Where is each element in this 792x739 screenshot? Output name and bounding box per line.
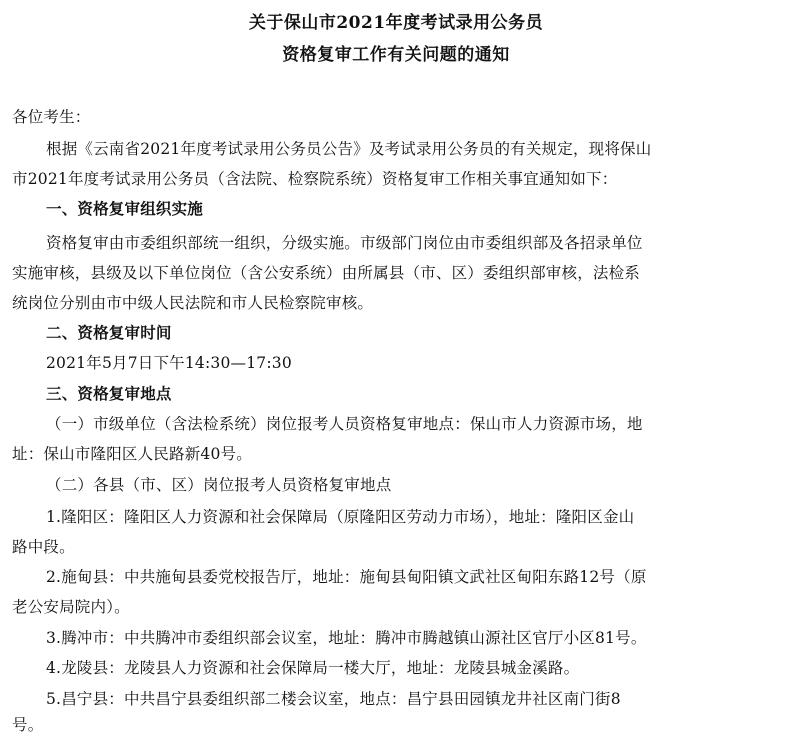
section-3-heading: 三、资格复审地点 [46, 384, 172, 403]
section-1-heading: 一、资格复审组织实施 [46, 199, 204, 218]
location-item-1-line-1: 1.隆阳区：隆阳区人力资源和社会保障局（原隆阳区劳动力市场），地址：隆阳区金山 [46, 508, 635, 526]
document-title-line-2: 资格复审工作有关问题的通知 [282, 45, 510, 65]
location-item-1-line-2: 路中段。 [12, 538, 75, 556]
location-item-3: 3.腾冲市：中共腾冲市委组织部会议室，地址：腾冲市腾越镇山源社区官厅小区81号。 [46, 629, 647, 647]
section-2-heading: 二、资格复审时间 [46, 323, 172, 342]
section-1-line-3: 统岗位分别由市中级人民法院和市人民检察院审核。 [12, 294, 374, 312]
location-item-4: 4.龙陵县：龙陵县人力资源和社会保障局一楼大厅，地址：龙陵县城金溪路。 [46, 659, 580, 677]
section-1-line-1: 资格复审由市委组织部统一组织，分级实施。市级部门岗位由市委组织部及各招录单位 [46, 234, 643, 252]
location-item-5-line-2: 号。 [12, 716, 44, 734]
document-title-line-1: 关于保山市2021年度考试录用公务员 [248, 13, 544, 33]
location-item-2-line-1: 2.施甸县：中共施甸县委党校报告厅，地址：施甸县甸阳镇文武社区甸阳东路12号（原 [46, 568, 647, 586]
intro-line-1: 根据《云南省2021年度考试录用公务员公告》及考试录用公务员的有关规定，现将保山 [46, 140, 652, 158]
section-3-p1-line-1: （一）市级单位（含法检系统）岗位报考人员资格复审地点：保山市人力资源市场，地 [46, 415, 643, 433]
location-item-5-line-1: 5.昌宁县：中共昌宁县委组织部二楼会议室，地点：昌宁县田园镇龙井社区南门街8 [46, 690, 621, 708]
salutation: 各位考生： [12, 108, 91, 126]
location-item-2-line-2: 老公安局院内）。 [12, 598, 130, 616]
section-3-p2: （二）各县（市、区）岗位报考人员资格复审地点 [46, 476, 392, 494]
section-2-time: 2021年5月7日下午14:30—17:30 [46, 354, 292, 372]
intro-line-2: 市2021年度考试录用公务员（含法院、检察院系统）资格复审工作相关事宜通知如下： [12, 170, 618, 188]
section-1-line-2: 实施审核，县级及以下单位岗位（含公安系统）由所属县（市、区）委组织部审核，法检系 [12, 264, 641, 282]
section-3-p1-line-2: 址：保山市隆阳区人民路新40号。 [12, 445, 252, 463]
